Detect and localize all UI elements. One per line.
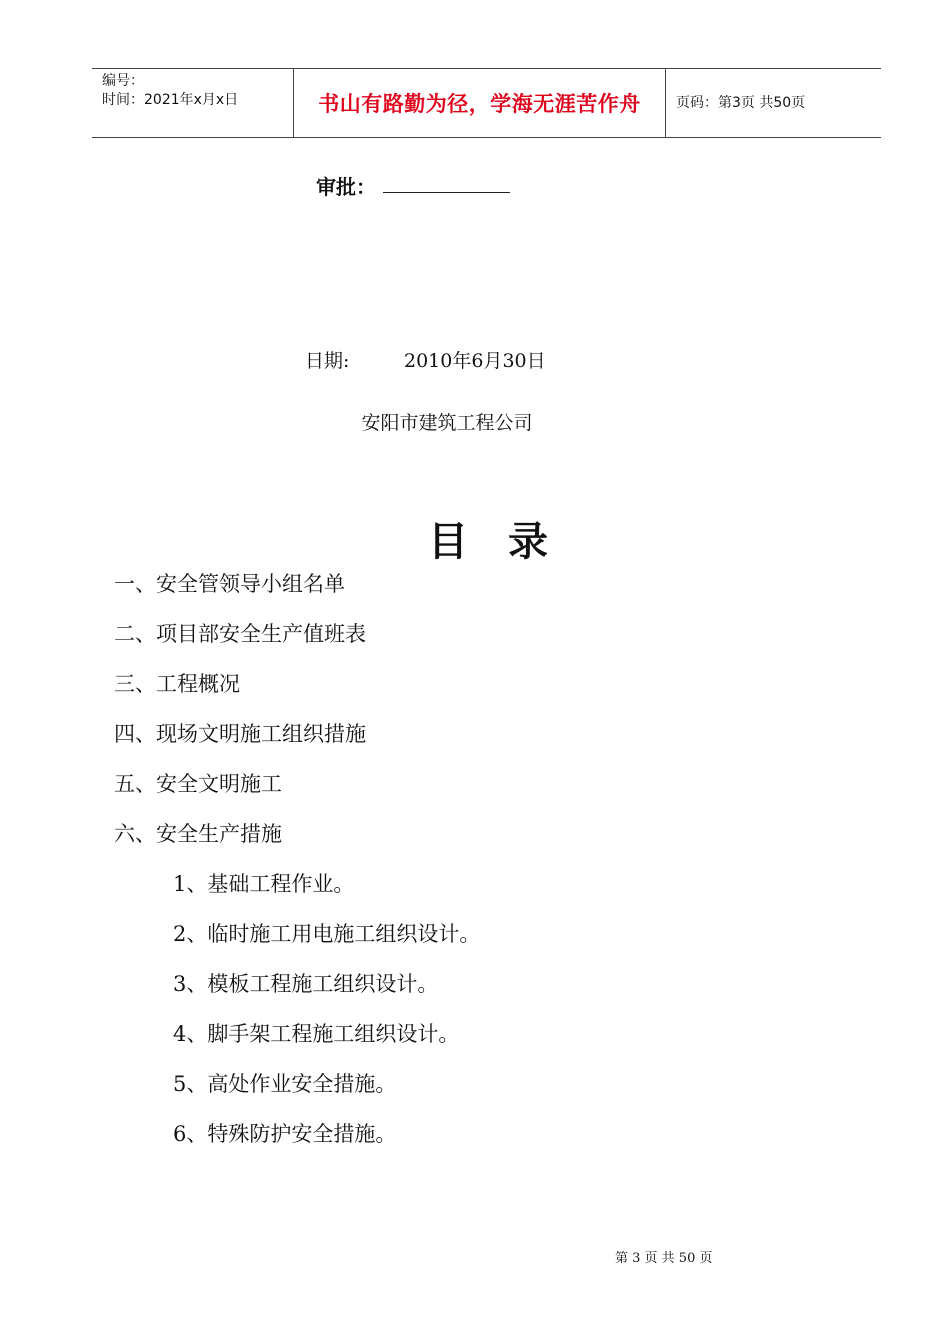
- header-info-cell: [92, 69, 293, 137]
- company-name: 安阳市建筑工程公司: [361, 412, 533, 434]
- toc-item: 一、安全管领导小组名单: [114, 572, 345, 596]
- page-footer: 第 3 页 共 50 页: [615, 1251, 713, 1266]
- toc-item: 二、项目部安全生产值班表: [114, 622, 366, 646]
- approval-label: 审批：: [316, 175, 376, 199]
- toc-subitem: 4、脚手架工程施工组织设计。: [173, 1022, 460, 1046]
- toc-item: 六、安全生产措施: [114, 822, 282, 846]
- toc-item: 五、安全文明施工: [114, 772, 282, 796]
- header-motto: 书山有路勤为径，学海无涯苦作舟: [318, 91, 641, 116]
- document-time-label: 时间：2021年x月x日: [102, 92, 239, 108]
- toc-item: 四、现场文明施工组织措施: [114, 722, 366, 746]
- toc-subitem: 2、临时施工用电施工组织设计。: [173, 922, 481, 946]
- header-page-cell: [666, 69, 881, 137]
- page-header: [92, 68, 881, 138]
- header-page-number: 页码：第3页 共50页: [676, 94, 806, 111]
- date-value: 2010年6月30日: [404, 350, 546, 372]
- document-number-label: 编号：: [102, 73, 144, 89]
- toc-subitem: 1、基础工程作业。: [173, 872, 355, 896]
- header-motto-cell: [293, 69, 666, 137]
- approval-signature-line: [383, 192, 510, 193]
- toc-subitem: 5、高处作业安全措施。: [173, 1072, 397, 1096]
- toc-title: 目录: [428, 518, 588, 565]
- company-name-row: [0, 408, 950, 435]
- date-label: 日期:: [305, 350, 350, 372]
- toc-subitem: 6、特殊防护安全措施。: [173, 1122, 397, 1146]
- toc-item: 三、工程概况: [114, 672, 240, 696]
- toc-subitem: 3、模板工程施工组织设计。: [173, 972, 439, 996]
